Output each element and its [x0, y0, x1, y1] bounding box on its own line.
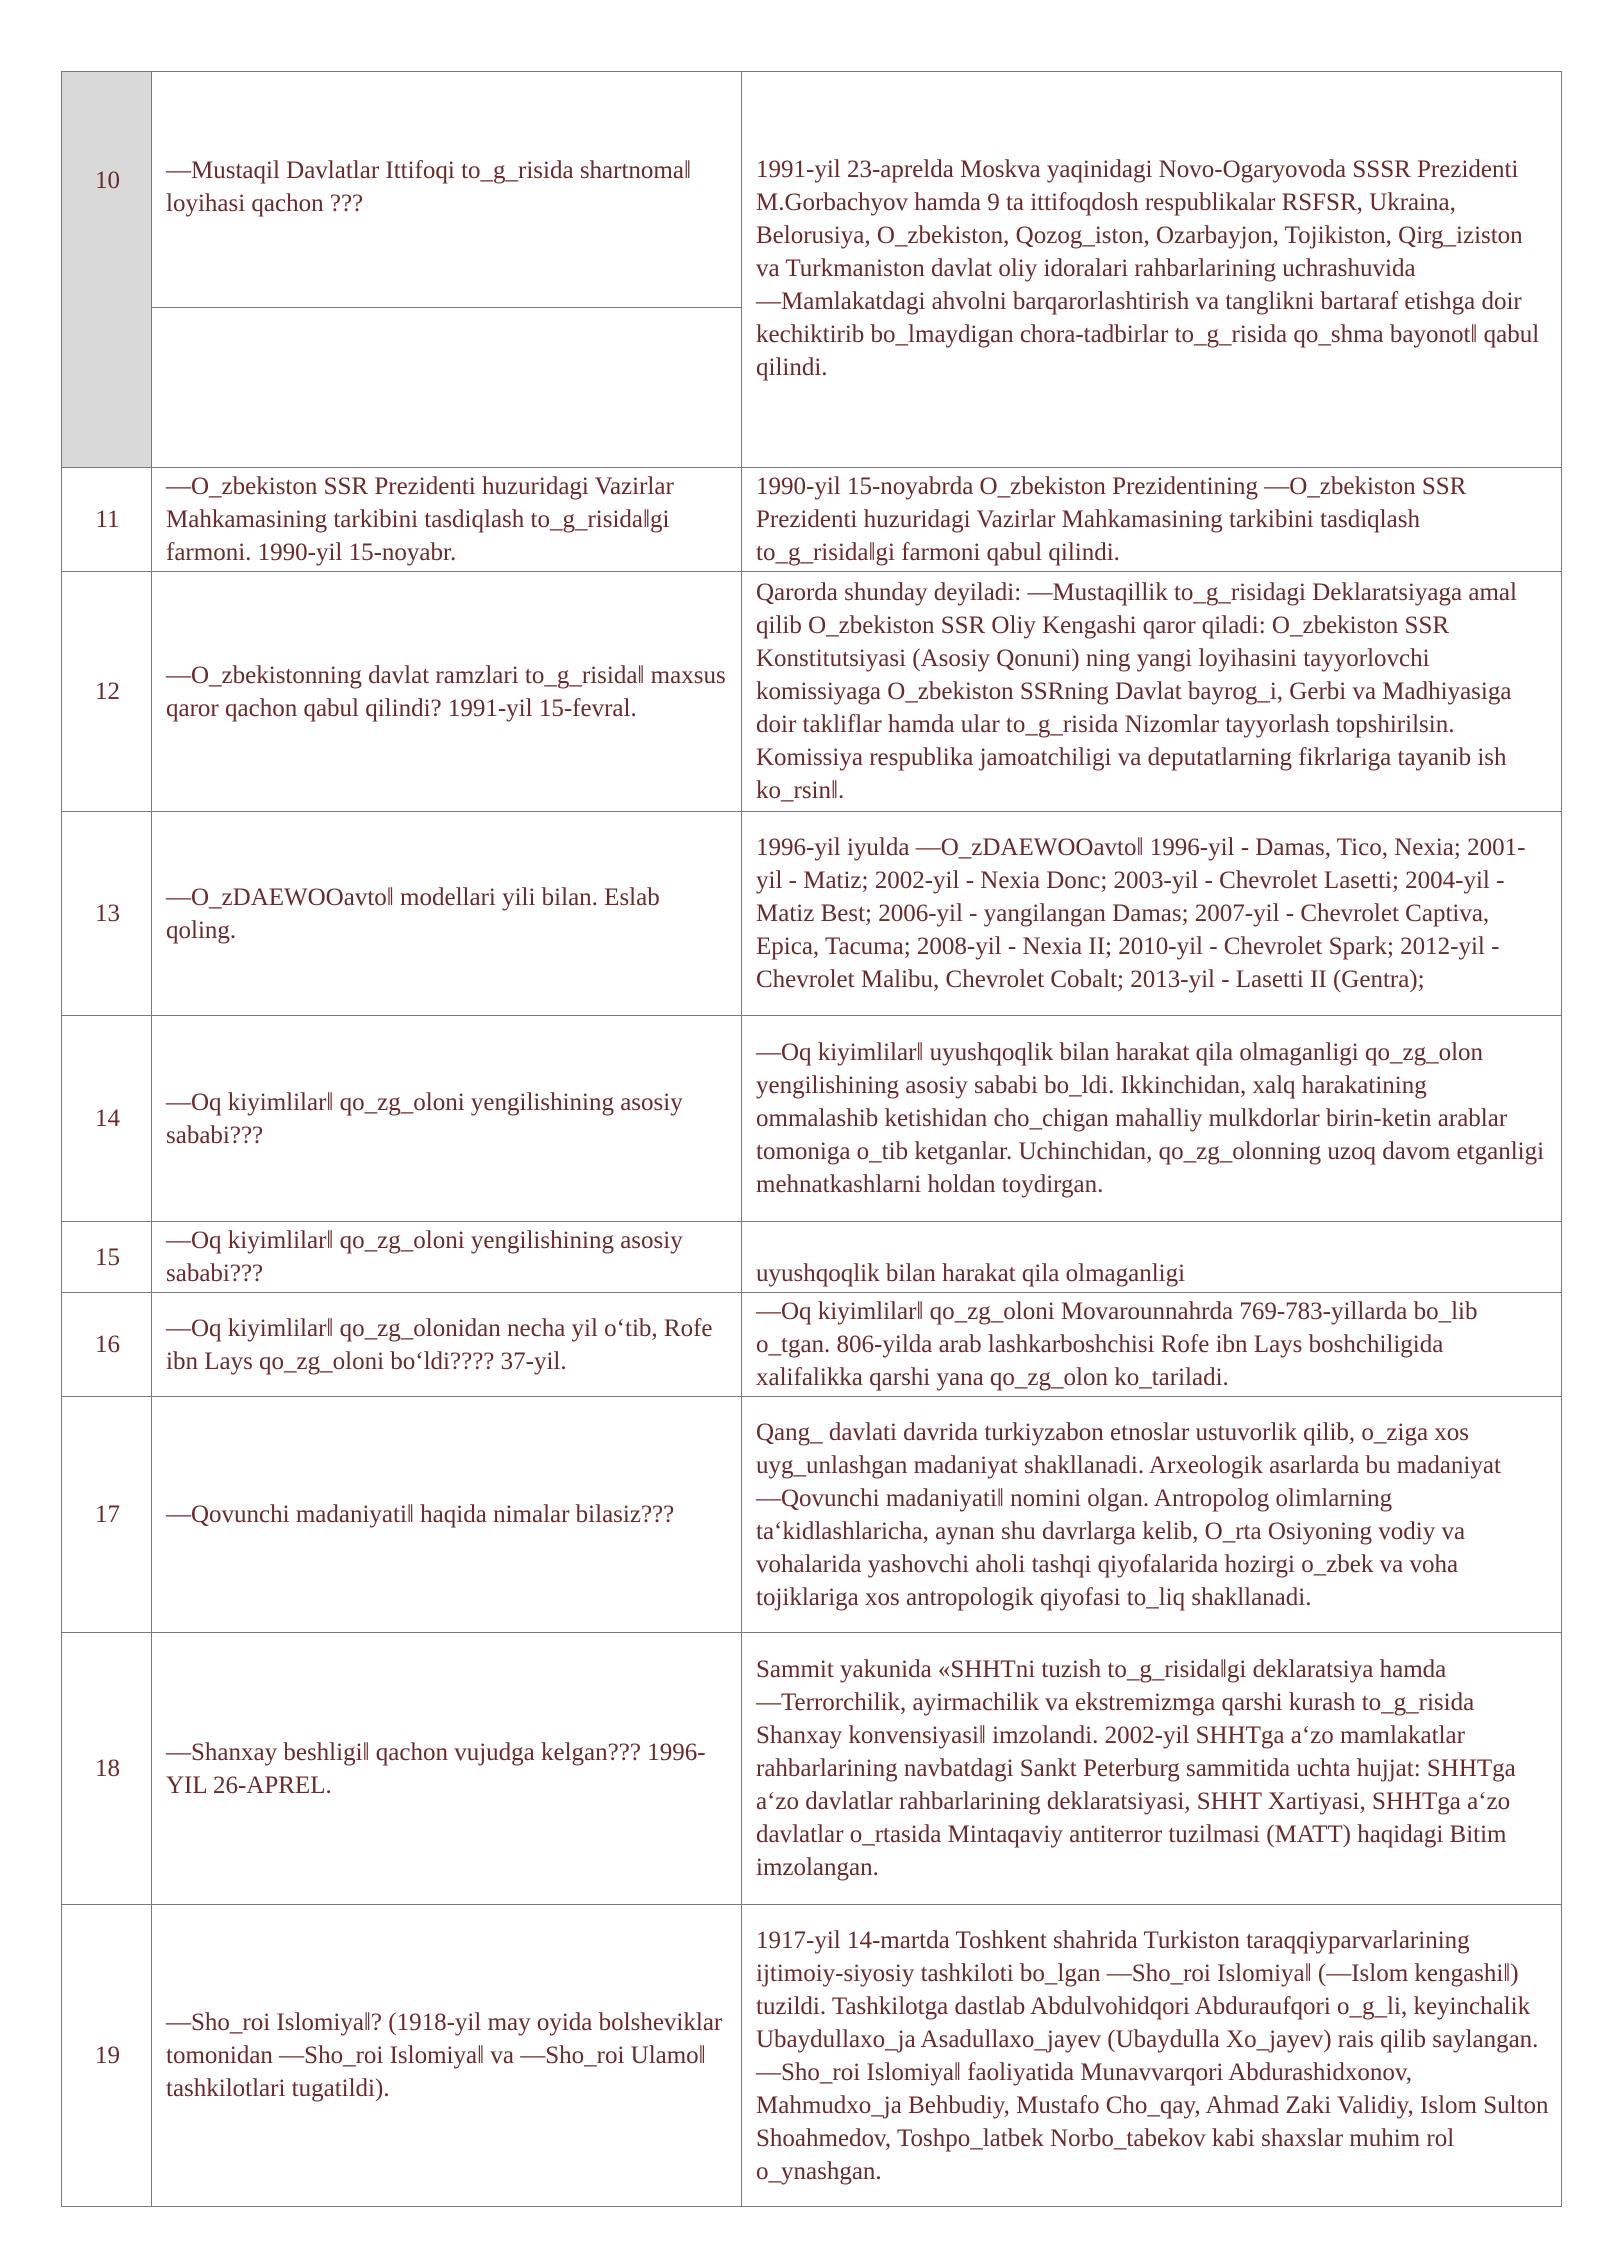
- row-number: 10: [62, 72, 152, 468]
- row-number: 19: [62, 1905, 152, 2207]
- qa-table: [61, 71, 1562, 2207]
- row-number: 18: [62, 1633, 152, 1905]
- answer-cell: 1917-yil 14-martda Toshkent shahrida Turkiston taraqqiyparvarlarining ijtimoiy-siyosiy tashkiloti bo_lgan ―Sho_roi Islomiya‖ (―Islom kengashi‖) tuzildi. Tashkilotga dastlab Abdulvohidqori Abduraufqori o_g_li, keyinchalik Ubaydullaxo_ja Asadullaxo_jayev (Ubaydulla Xo_jayev) rais qilib saylangan. ―Sho_roi Islomiya‖ faoliyatida Munavvarqori Abdurashidxonov, Mahmudxo_ja Behbudiy, Mustafo Cho_qay, Ahmad Zaki Validiy, Islom Sulton Shoahmedov, Toshpo_latbek Norbo_tabekov kabi shaxslar muhim rol o_ynashgan.: [742, 1905, 1562, 2207]
- row-number: 14: [62, 1016, 152, 1222]
- question-cell: ―O_zbekiston SSR Prezidenti huzuridagi Vazirlar Mahkamasining tarkibini tasdiqlash to_g_risida‖gi farmoni. 1990-yil 15-noyabr.: [152, 468, 742, 572]
- row-number: 12: [62, 572, 152, 812]
- question-cell: ―Oq kiyimlilar‖ qo_zg_oloni yengilishining asosiy sababi???: [152, 1016, 742, 1222]
- row-number: 15: [62, 1222, 152, 1293]
- row-number: 17: [62, 1397, 152, 1633]
- answer-cell: Qarorda shunday deyiladi: ―Mustaqillik to_g_risidagi Deklaratsiyaga amal qilib O_zbekiston SSR Oliy Kengashi qaror qiladi: O_zbekiston SSR Konstitutsiyasi (Asosiy Qonuni) ning yangi loyihasini tayyorlovchi komissiyaga O_zbekiston SSRning Davlat bayrog_i, Gerbi va Madhiyasiga doir takliflar hamda ular to_g_risida Nizomlar tayyorlash topshirilsin. Komissiya respublika jamoatchiligi va deputatlarning fikrlariga tayanib ish ko_rsin‖.: [742, 572, 1562, 812]
- question-cell: ―Oq kiyimlilar‖ qo_zg_oloni yengilishining asosiy sababi???: [152, 1222, 742, 1293]
- empty-cell: [152, 308, 742, 468]
- question-cell: ―O_zDAEWOOavto‖ modellari yili bilan. Eslab qoling.: [152, 812, 742, 1016]
- row-number: 13: [62, 812, 152, 1016]
- table-row: [62, 1293, 1562, 1397]
- table-row: [62, 1905, 1562, 2207]
- table-row: [62, 468, 1562, 572]
- table-row: [62, 572, 1562, 812]
- question-cell: ―Qovunchi madaniyati‖ haqida nimalar bilasiz???: [152, 1397, 742, 1633]
- answer-cell: 1996-yil iyulda ―O_zDAEWOOavto‖ 1996-yil - Damas, Tico, Nexia; 2001-yil - Matiz; 2002-yil - Nexia Donc; 2003-yil - Chevrolet Lasetti; 2004-yil - Matiz Best; 2006-yil - yangilangan Damas; 2007-yil - Chevrolet Captiva, Epica, Tacuma; 2008-yil - Nexia II; 2010-yil - Chevrolet Spark; 2012-yil - Chevrolet Malibu, Chevrolet Cobalt; 2013-yil - Lasetti II (Gentra);: [742, 812, 1562, 1016]
- answer-cell: Sammit yakunida «SHHTni tuzish to_g_risida‖gi deklaratsiya hamda ―Terrorchilik, ayirmachilik va ekstremizmga qarshi kurash to_g_risida Shanxay konvensiyasi‖ imzolandi. 2002-yil SHHTga a‘zo mamlakatlar rahbarlarining navbatdagi Sankt Peterburg sammitida uchta hujjat: SHHTga a‘zo davlatlar rahbarlarining deklaratsiyasi, SHHT Xartiyasi, SHHTga a‘zo davlatlar o_rtasida Mintaqaviy antiterror tuzilmasi (MATT) haqidagi Bitim imzolangan.: [742, 1633, 1562, 1905]
- answer-cell: ―Oq kiyimlilar‖ qo_zg_oloni Movarounnahrda 769-783-yillarda bo_lib o_tgan. 806-yilda arab lashkarboshchisi Rofe ibn Lays boshchiligida xalifalikka qarshi yana qo_zg_olon ko_tariladi.: [742, 1293, 1562, 1397]
- question-cell: ―O_zbekistonning davlat ramzlari to_g_risida‖ maxsus qaror qachon qabul qilindi? 1991-yil 15-fevral.: [152, 572, 742, 812]
- table-row: [62, 1016, 1562, 1222]
- answer-cell: ―Oq kiyimlilar‖ uyushqoqlik bilan harakat qila olmaganligi qo_zg_olon yengilishining asosiy sababi bo_ldi. Ikkinchidan, xalq harakatining ommalashib ketishidan cho_chigan mahalliy mulkdorlar birin-ketin arablar tomoniga o_tib ketganlar. Uchinchidan, qo_zg_olonning uzoq davom etganligi mehnatkashlarni holdan toydirgan.: [742, 1016, 1562, 1222]
- answer-cell: 1991-yil 23-aprelda Moskva yaqinidagi Novo-Ogaryovoda SSSR Prezidenti M.Gorbachyov hamda 9 ta ittifoqdosh respublikalar RSFSR, Ukraina, Belorusiya, O_zbekiston, Qozog_iston, Ozarbayjon, Tojikiston, Qirg_iziston va Turkmaniston davlat oliy idoralari rahbarlarining uchrashuvida ―Mamlakatdagi ahvolni barqarorlashtirish va tanglikni bartaraf etishga doir kechiktirib bo_lmaydigan chora-tadbirlar to_g_risida qo_shma bayonot‖ qabul qilindi.: [742, 72, 1562, 468]
- table-row: [62, 72, 1562, 308]
- answer-cell: Qang_ davlati davrida turkiyzabon etnoslar ustuvorlik qilib, o_ziga xos uyg_unlashgan madaniyat shakllanadi. Arxeologik asarlarda bu madaniyat ―Qovunchi madaniyati‖ nomini olgan. Antropolog olimlarning ta‘kidlashlaricha, aynan shu davrlarga kelib, O_rta Osiyoning vodiy va vohalarida yashovchi aholi tashqi qiyofalarida hozirgi o_zbek va voha tojiklariga xos antropologik qiyofasi to_liq shakllanadi.: [742, 1397, 1562, 1633]
- row-number: 16: [62, 1293, 152, 1397]
- question-cell: ―Oq kiyimlilar‖ qo_zg_olonidan necha yil o‘tib, Rofe ibn Lays qo_zg_oloni bo‘ldi???? 37-yil.: [152, 1293, 742, 1397]
- question-cell: ―Mustaqil Davlatlar Ittifoqi to_g_risida shartnoma‖ loyihasi qachon ???: [152, 72, 742, 308]
- table-row: [62, 1222, 1562, 1293]
- table-row: [62, 812, 1562, 1016]
- row-number: 11: [62, 468, 152, 572]
- table-row: [62, 1633, 1562, 1905]
- table-row: [62, 1397, 1562, 1633]
- question-cell: ―Shanxay beshligi‖ qachon vujudga kelgan??? 1996-YIL 26-APREL.: [152, 1633, 742, 1905]
- answer-cell: uyushqoqlik bilan harakat qila olmaganligi: [742, 1222, 1562, 1293]
- answer-cell: 1990-yil 15-noyabrda O_zbekiston Prezidentining ―O_zbekiston SSR Prezidenti huzuridagi Vazirlar Mahkamasining tarkibini tasdiqlash to_g_risida‖gi farmoni qabul qilindi.: [742, 468, 1562, 572]
- question-cell: ―Sho_roi Islomiya‖? (1918-yil may oyida bolsheviklar tomonidan ―Sho_roi Islomiya‖ va ―Sho_roi Ulamo‖ tashkilotlari tugatildi).: [152, 1905, 742, 2207]
